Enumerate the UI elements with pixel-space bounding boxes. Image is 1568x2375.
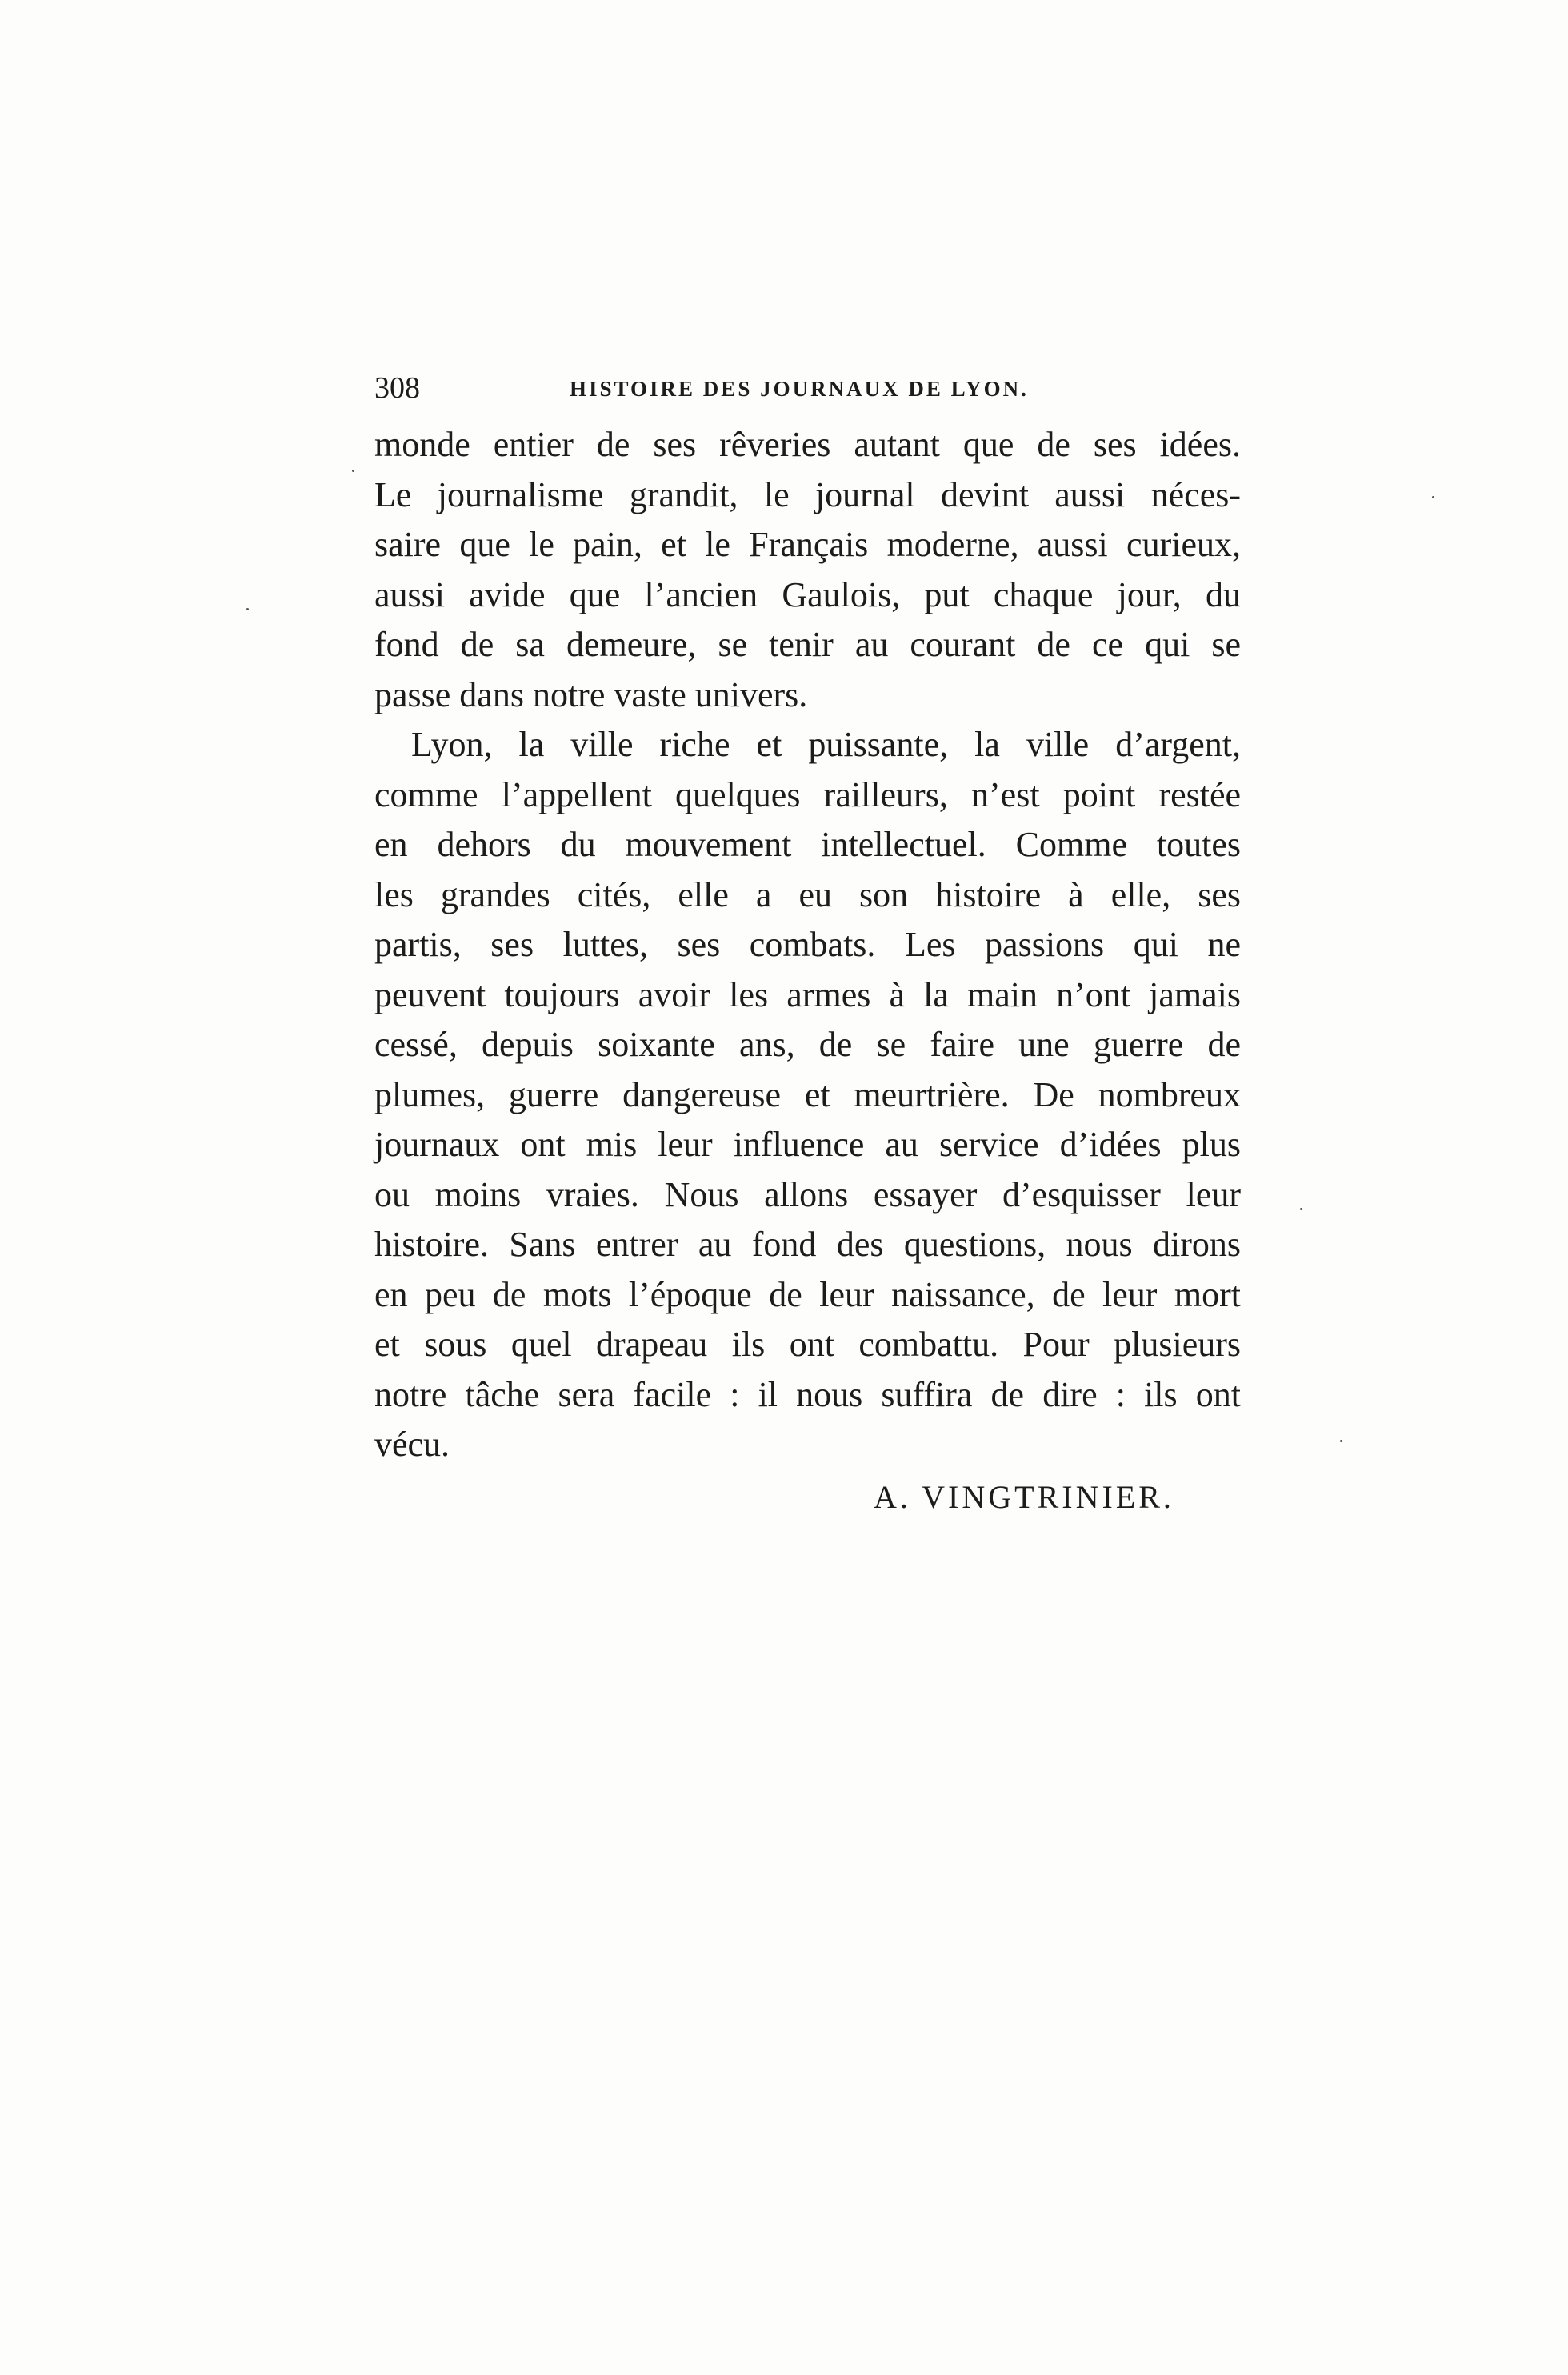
- text-line: monde entier de ses rêveries autant que de ses idées.: [374, 425, 1241, 464]
- paper-speck: [1432, 496, 1434, 498]
- body-text: [374, 420, 1241, 1470]
- text-line: histoire. Sans entrer au fond des questions, nous dirons: [374, 1225, 1241, 1264]
- text-line: et sous quel drapeau ils ont combattu. Pour plusieurs: [374, 1325, 1241, 1364]
- text-line: passe dans notre vaste univers.: [374, 674, 808, 714]
- paper-speck: [352, 470, 354, 472]
- paper-speck: [246, 608, 249, 610]
- page-number: 308: [374, 371, 420, 405]
- text-line: saire que le pain, et le Français moderne, aussi curieux,: [374, 525, 1241, 564]
- text-line: comme l’appellent quelques railleurs, n’est point restée: [374, 774, 1241, 814]
- text-line: vécu.: [374, 1425, 450, 1464]
- text-line: peuvent toujours avoir les armes à la main n’ont jamais: [374, 974, 1241, 1014]
- text-line: aussi avide que l’ancien Gaulois, put chaque jour, du: [374, 574, 1241, 614]
- running-title: HISTOIRE DES JOURNAUX DE LYON.: [570, 377, 1029, 401]
- text-line: fond de sa demeure, se tenir au courant de ce qui se: [374, 625, 1241, 664]
- running-header: [374, 370, 1234, 406]
- text-line: journaux ont mis leur influence au service d’idées plus: [374, 1125, 1241, 1164]
- text-line: les grandes cités, elle a eu son histoire à elle, ses: [374, 874, 1241, 914]
- text-line: en dehors du mouvement intellectuel. Comme toutes: [374, 825, 1241, 864]
- text-line: plumes, guerre dangereuse et meurtrière. De nombreux: [374, 1074, 1241, 1114]
- text-line: Le journalisme grandit, le journal devint aussi néces-: [374, 474, 1241, 514]
- author-signature: A. VINGTRINIER.: [874, 1479, 1174, 1515]
- text-line: cessé, depuis soixante ans, de se faire une guerre de: [374, 1025, 1241, 1064]
- text-line: en peu de mots l’époque de leur naissance, de leur mort: [374, 1274, 1241, 1314]
- text-line: ou moins vraies. Nous allons essayer d’esquisser leur: [374, 1174, 1241, 1214]
- paper-speck: [1340, 1440, 1342, 1442]
- text-line: notre tâche sera facile : il nous suffira de dire : ils ont: [374, 1374, 1241, 1414]
- text-line: Lyon, la ville riche et puissante, la ville d’argent,: [411, 725, 1241, 764]
- text-line: partis, ses luttes, ses combats. Les passions qui ne: [374, 925, 1241, 964]
- paper-speck: [1300, 1208, 1302, 1210]
